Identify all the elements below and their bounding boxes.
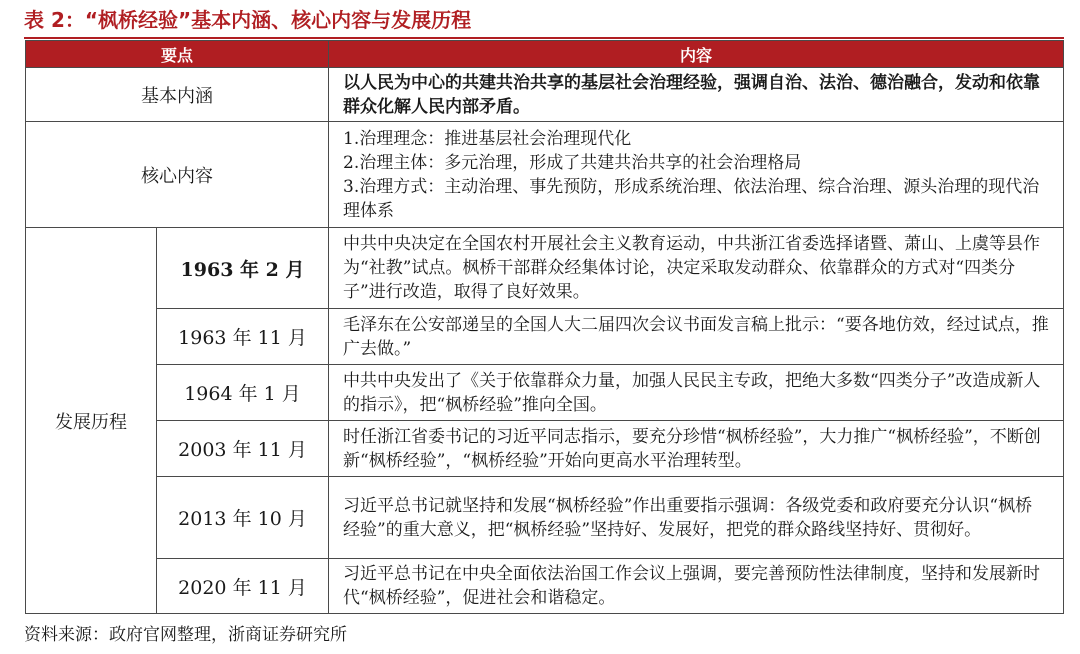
history-row — [26, 421, 1064, 477]
core-line: 3.治理方式：主动治理、事先预防，形成系统治理、依法治理、综合治理、源头治理的现代治理体系 — [343, 176, 1040, 221]
basic-text: 以人民为中心的共建共治共享的基层社会治理经验，强调自治、法治、德治融合，发动和依靠群众化解人民内部矛盾。 — [329, 68, 1064, 122]
history-row — [26, 309, 1064, 365]
event-date: 2003 年 11 月 — [157, 421, 329, 477]
event-date: 1964 年 1 月 — [157, 365, 329, 421]
event-text: 习近平总书记就坚持和发展“枫桥经验”作出重要指示强调：各级党委和政府要充分认识“枫桥经验”的重大意义，把“枫桥经验”坚持好、发展好，把党的群众路线坚持好、贯彻好。 — [329, 477, 1064, 559]
table-title: 表 2：“枫桥经验”基本内涵、核心内容与发展历程 — [24, 8, 472, 32]
core-label: 核心内容 — [26, 122, 329, 228]
event-text: 毛泽东在公安部递呈的全国人大二届四次会议书面发言稿上批示：“要各地仿效，经过试点，推广去做。” — [329, 309, 1064, 365]
event-date: 2020 年 11 月 — [157, 559, 329, 614]
event-text: 习近平总书记在中央全面依法治国工作会议上强调，要完善预防性法律制度，坚持和发展新时代“枫桥经验”，促进社会和谐稳定。 — [329, 559, 1064, 614]
header-content: 内容 — [329, 41, 1064, 68]
core-line: 1.治理理念：推进基层社会治理现代化 — [343, 128, 632, 149]
history-row — [26, 228, 1064, 309]
event-text: 时任浙江省委书记的习近平同志指示，要充分珍惜“枫桥经验”，大力推广“枫桥经验”，不断创新“枫桥经验”，“枫桥经验”开始向更高水平治理转型。 — [329, 421, 1064, 477]
row-basic — [26, 68, 1064, 122]
event-text: 中共中央发出了《关于依靠群众力量，加强人民民主专政，把绝大多数“四类分子”改造成新人的指示》，把“枫桥经验”推向全国。 — [329, 365, 1064, 421]
basic-label: 基本内涵 — [26, 68, 329, 122]
event-text: 中共中央决定在全国农村开展社会主义教育运动，中共浙江省委选择诸暨、萧山、上虞等县作为“社教”试点。枫桥干部群众经集体讨论，决定采取发动群众、依靠群众的方式对“四类分子”进行改造，取得了良好效果。 — [329, 228, 1064, 309]
row-core — [26, 122, 1064, 228]
title-rule — [24, 37, 1064, 39]
info-table — [25, 40, 1064, 614]
event-date: 1963 年 11 月 — [157, 309, 329, 365]
table-header-row — [26, 41, 1064, 68]
history-row — [26, 365, 1064, 421]
history-label: 发展历程 — [26, 228, 157, 614]
header-key: 要点 — [26, 41, 329, 68]
source-note: 资料来源：政府官网整理，浙商证券研究所 — [24, 625, 347, 645]
history-row — [26, 559, 1064, 614]
event-date: 2013 年 10 月 — [157, 477, 329, 559]
core-line: 2.治理主体：多元治理，形成了共建共治共享的社会治理格局 — [343, 152, 802, 173]
event-date: 1963 年 2 月 — [157, 228, 329, 309]
history-row — [26, 477, 1064, 559]
core-content — [329, 122, 1064, 228]
